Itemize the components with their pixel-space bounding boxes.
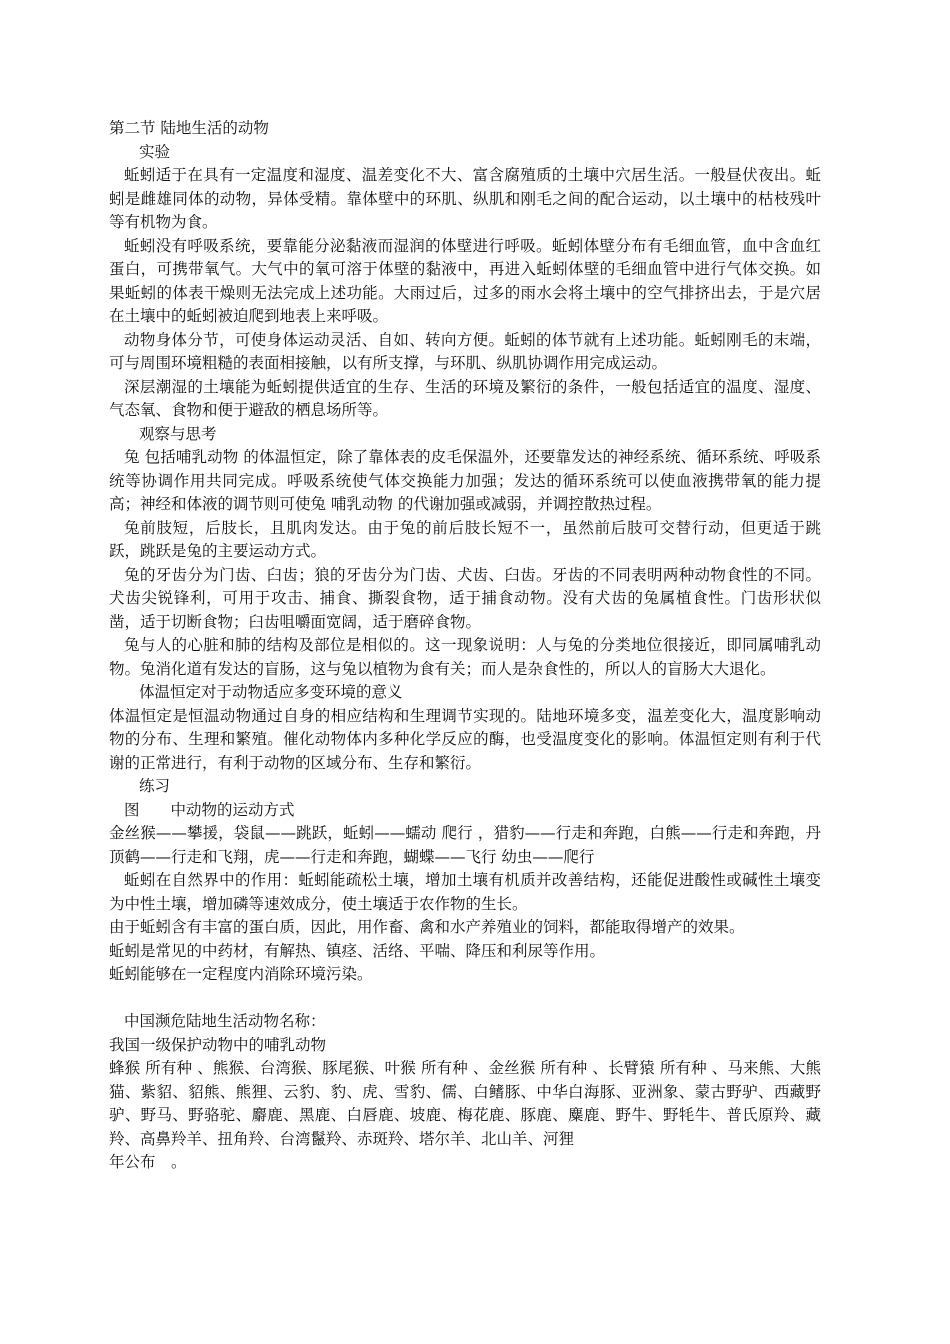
earthworm-role-paragraph: 蚯蚓在自然界中的作用：蚯蚓能疏松土壤，增加土壤有机质并改善结构，还能促进酸性或碱性土壤变为中性土壤，增加磷等速效成分，使土壤适于农作物的生长。 bbox=[109, 871, 821, 913]
exp-paragraph-3: 动物身体分节，可使身体运动灵活、自如、转向方便。蚯蚓的体节就有上述功能。蚯蚓刚毛的末端，可与周围环境粗糙的表面相接触，以有所支撑，与环肌、纵肌协调作用完成运动。 bbox=[109, 330, 821, 372]
obs-paragraph-1: 兔 包括哺乳动物 的体温恒定，除了靠体表的皮毛保温外，还要靠发达的神经系统、循环系统、呼吸系统等协调作用共同完成。呼吸系统使气体交换能力加强；发达的循环系统可以使血液携带氧的能力提高；神经和体液的调节则可使兔 哺乳动物 的代谢加强或减弱，并调控散热过程。 bbox=[109, 448, 821, 513]
obs-paragraph-3: 兔的牙齿分为门齿、臼齿；狼的牙齿分为门齿、犬齿、臼齿。牙齿的不同表明两种动物食性的不同。犬齿尖锐锋利，可用于攻击、捕食、撕裂食物，适于捕食动物。没有犬齿的兔属植食性。门齿形状似凿，适于切断食物；臼齿咀嚼面宽阔，适于磨碎食物。 bbox=[109, 565, 821, 631]
document-page bbox=[109, 117, 821, 1175]
exp-paragraph-2: 蚯蚓没有呼吸系统，要靠能分泌黏液而湿润的体壁进行呼吸。蚯蚓体壁分布有毛细血管，血中含血红蛋白，可携带氧气。大气中的氧可溶于体壁的黏液中，再进入蚯蚓体壁的毛细血管中进行气体交换。如果蚯蚓的体表干燥则无法完成上述功能。大雨过后，过多的雨水会将土壤中的空气排挤出去，于是穴居在土壤中的蚯蚓被迫爬到地表上来呼吸。 bbox=[109, 236, 821, 325]
section-title: 第二节 陆地生活的动物 bbox=[109, 119, 269, 137]
medicine-paragraph: 蚯蚓是常见的中药材，有解热、镇痉、活络、平喘、降压和利尿等作用。 bbox=[109, 941, 606, 960]
protein-paragraph: 由于蚯蚓含有丰富的蛋白质，因此，用作畜、禽和水产养殖业的饲料，都能取得增产的效果。 bbox=[109, 918, 745, 936]
mammal-list: 蜂猴 所有种 、熊猴、台湾猴、豚尾猴、叶猴 所有种 、金丝猴 所有种 、长臂猿 所有种 、马来熊、大熊猫、紫貂、貂熊、熊狸、云豹、豹、虎、雪豹、儒、白鳍豚、中华白海豚、亚洲象、蒙古野驴、西藏野驴、野马、野骆驼、麝鹿、黑鹿、白唇鹿、坡鹿、梅花鹿、豚鹿、麋鹿、野牛、野牦牛、普氏原羚、藏羚、高鼻羚羊、扭角羚、台湾鬣羚、赤斑羚、塔尔羊、北山羊、河狸 bbox=[109, 1059, 821, 1148]
blank-line bbox=[109, 987, 821, 1011]
heading-temperature: 体温恒定对于动物适应多变环境的意义 bbox=[139, 683, 403, 701]
first-class-heading: 我国一级保护动物中的哺乳动物 bbox=[109, 1035, 327, 1054]
heading-experiment: 实验 bbox=[139, 142, 171, 161]
endangered-title: 中国濒危陆地生活动物名称： bbox=[124, 1012, 326, 1030]
obs-paragraph-4: 兔与人的心脏和肺的结构及部位是相似的。这一现象说明：人与兔的分类地位很接近，即同属哺乳动物。兔消化道有发达的盲肠，这与兔以植物为食有关；而人是杂食性的，所以人的盲肠大大退化。 bbox=[109, 636, 821, 678]
exp-paragraph-1: 蚯蚓适于在具有一定温度和湿度、温差变化不大、富含腐殖质的土壤中穴居生活。一般昼伏夜出。蚯蚓是雌雄同体的动物，异体受精。靠体壁中的环肌、纵肌和刚毛之间的配合运动，以土壤中的枯枝残叶等有机物为食。 bbox=[109, 166, 821, 231]
year-line: 年公布 。 bbox=[109, 1153, 187, 1171]
exp-paragraph-4: 深层潮湿的土壤能为蚯蚓提供适宜的生存、生活的环境及繁衍的条件，一般包括适宜的温度、湿度、气态氧、食物和便于避敌的栖息场所等。 bbox=[109, 377, 821, 419]
heading-observe: 观察与思考 bbox=[139, 424, 217, 443]
figure-caption: 图 中动物的运动方式 bbox=[124, 800, 295, 819]
pollution-paragraph: 蚯蚓能够在一定程度内消除环境污染。 bbox=[109, 965, 373, 983]
motion-paragraph: 金丝猴——攀援，袋鼠——跳跃，蚯蚓——蠕动 爬行 ，猎豹——行走和奔跑，白熊——行走和奔跑，丹顶鹤——行走和飞翔，虎——行走和奔跑，蝴蝶——飞行 幼虫——爬行 bbox=[109, 824, 821, 866]
temperature-paragraph: 体温恒定是恒温动物通过自身的相应结构和生理调节实现的。陆地环境多变，温差变化大，温度影响动物的分布、生理和繁殖。催化动物体内多种化学反应的酶，也受温度变化的影响。体温恒定则有利于代谢的正常进行，有利于动物的区域分布、生存和繁衍。 bbox=[109, 706, 821, 772]
obs-paragraph-2: 兔前肢短，后肢长，且肌肉发达。由于兔的前后肢长短不一，虽然前后肢可交替行动，但更适于跳跃，跳跃是兔的主要运动方式。 bbox=[109, 518, 821, 560]
heading-practice: 练习 bbox=[139, 777, 171, 795]
